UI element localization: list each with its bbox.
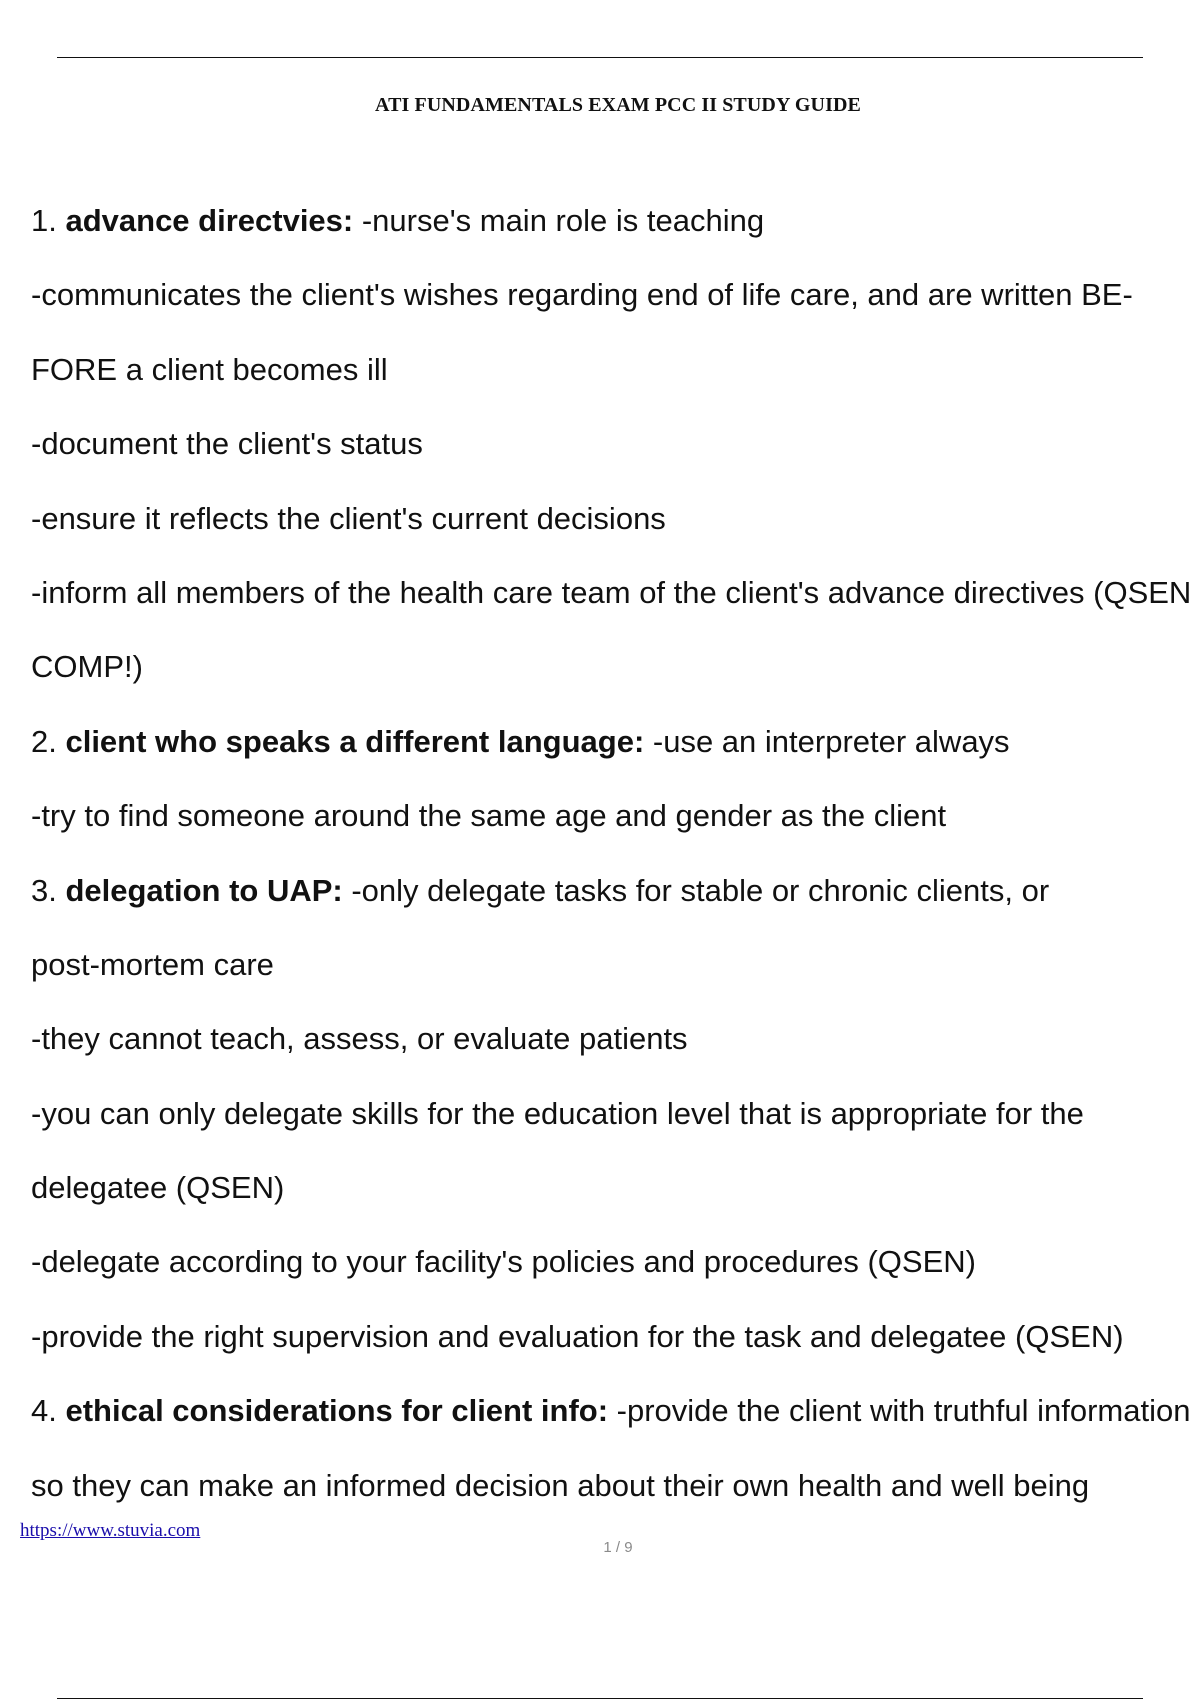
line	[31, 1388, 1200, 1462]
line	[31, 496, 1200, 570]
line	[31, 1016, 1200, 1090]
line-text: so they can make an informed decision about their own health and well being	[31, 1467, 1090, 1503]
line-text: COMP!)	[31, 649, 143, 685]
line	[31, 1239, 1200, 1313]
line-text: -they cannot teach, assess, or evaluate patients	[31, 1021, 688, 1057]
item-term: ethical considerations for client info:	[65, 1393, 609, 1429]
line-text: -only delegate tasks for stable or chronic clients, or	[342, 872, 1050, 908]
bottom-rule	[57, 1698, 1143, 1699]
item-term: client who speaks a different language:	[65, 723, 645, 759]
line	[31, 1165, 1200, 1239]
line	[31, 1463, 1200, 1537]
item-number: 3.	[31, 872, 66, 908]
study-guide-content	[31, 198, 1200, 1537]
line	[31, 198, 1200, 272]
line-text: -delegate according to your facility's policies and procedures (QSEN)	[31, 1244, 976, 1280]
line	[31, 719, 1200, 793]
item-number: 4.	[31, 1393, 66, 1429]
line-text: FORE a client becomes ill	[31, 351, 388, 387]
line-text: delegatee (QSEN)	[31, 1170, 285, 1206]
line	[31, 347, 1200, 421]
top-rule	[57, 57, 1143, 58]
line-text: post-mortem care	[31, 946, 274, 982]
line	[31, 1314, 1200, 1388]
line-text: -use an interpreter always	[644, 723, 1010, 759]
line-text: -provide the right supervision and evaluation for the task and delegatee (QSEN)	[31, 1318, 1124, 1354]
line-text: -document the client's status	[31, 426, 423, 462]
item-term: advance directvies:	[65, 203, 354, 238]
item-term: delegation to UAP:	[65, 872, 343, 908]
line	[31, 942, 1200, 1016]
line-text: -communicates the client's wishes regarding end of life care, and are written BE-	[31, 277, 1133, 313]
document-title: ATI FUNDAMENTALS EXAM PCC II STUDY GUIDE	[375, 94, 861, 116]
line	[31, 570, 1200, 644]
line	[31, 1091, 1200, 1165]
page-number: 1 / 9	[603, 1539, 633, 1556]
stuvia-link[interactable]: https://www.stuvia.com	[20, 1520, 201, 1541]
line	[31, 868, 1200, 942]
line-text: -nurse's main role is teaching	[353, 203, 765, 238]
item-number: 1.	[31, 203, 66, 238]
line-text: -ensure it reflects the client's current decisions	[31, 500, 666, 536]
line	[31, 793, 1200, 867]
line	[31, 421, 1200, 495]
line-text: -try to find someone around the same age and gender as the client	[31, 798, 947, 834]
line-text: -you can only delegate skills for the education level that is appropriate for the	[31, 1095, 1084, 1131]
line-text: -provide the client with truthful information	[608, 1393, 1191, 1429]
item-number: 2.	[31, 723, 66, 759]
line	[31, 272, 1200, 346]
line-text: -inform all members of the health care team of the client's advance directives (QSEN	[31, 574, 1192, 610]
line	[31, 644, 1200, 718]
